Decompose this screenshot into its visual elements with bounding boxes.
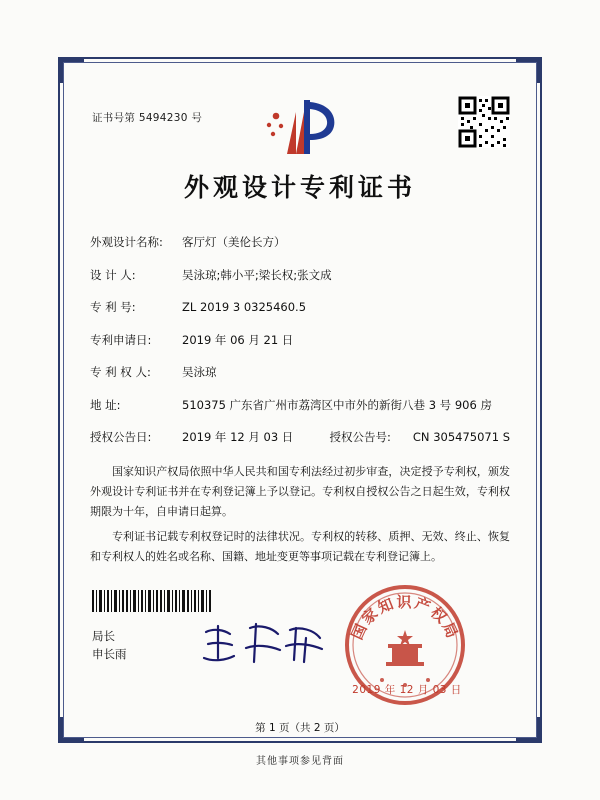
field-label: 授权公告日: — [90, 430, 152, 444]
field-grant-announcement — [90, 429, 510, 445]
legal-text — [90, 462, 510, 568]
field-label: 专利申请日: — [90, 332, 152, 347]
barcode — [92, 590, 212, 612]
field-design-name — [90, 234, 510, 250]
field-label: 专 利 号: — [90, 300, 136, 314]
field-value-secondary: CN 305475071 S — [412, 430, 510, 444]
field-value: 510375 广东省广州市荔湾区中市外的新街八巷 3 号 906 房 — [182, 397, 492, 412]
certificate-number: 证书号第 5494230 号 — [92, 112, 203, 124]
page-number: 第 1 页（共 2 页） — [255, 722, 345, 734]
director-name: 申长雨 — [92, 646, 127, 661]
border-corner-bottom-right — [516, 717, 542, 743]
certificate-header — [90, 90, 510, 160]
field-designers — [90, 267, 510, 283]
field-label: 专 利 权 人: — [90, 365, 151, 379]
legal-paragraph: 国家知识产权局依照中华人民共和国专利法经过初步审查，决定授予专利权，颁发外观设计专利证书并在专利登记簿上予以登记。专利权自授权公告之日起生效，专利权期限为十年，自申请日起算。 — [90, 464, 510, 519]
field-label: 设 计 人: — [90, 267, 136, 282]
footer-note: 其他事项参见背面 — [256, 756, 344, 767]
field-patentee — [90, 364, 510, 380]
handwritten-signature — [198, 618, 328, 670]
legal-paragraph: 专利证书记载专利权登记时的法律状况。专利权的转移、质押、无效、终止、恢复和专利权人的姓名或名称、国籍、地址变更等事项记载在专利登记簿上。 — [90, 529, 510, 563]
cnipa-logo-icon — [260, 96, 350, 158]
certificate-content — [90, 90, 510, 734]
page-title: 外观设计专利证书 — [183, 173, 416, 202]
field-list — [90, 234, 510, 445]
field-value: 2019 年 06 月 21 日 — [182, 332, 294, 347]
signature-block — [92, 628, 127, 664]
field-label: 地 址: — [90, 397, 121, 412]
field-patent-number — [90, 299, 510, 315]
field-value: 2019 年 12 月 03 日 — [182, 430, 294, 444]
seal-date: 2019 年 12 月 03 日 — [352, 684, 462, 696]
field-label-secondary: 授权公告号: — [329, 430, 391, 444]
seal-top-text: 国家知识产权局 — [347, 593, 463, 643]
field-application-date — [90, 332, 510, 348]
field-value: 吴泳琼 — [182, 365, 217, 379]
qr-code — [458, 96, 510, 148]
field-value: ZL 2019 3 0325460.5 — [182, 300, 307, 314]
director-title: 局长 — [92, 629, 115, 643]
field-address — [90, 397, 510, 413]
field-value: 吴泳琼;韩小平;梁长权;张文成 — [182, 267, 332, 282]
field-value: 客厅灯（美伦长方） — [182, 235, 286, 249]
border-corner-top-left — [58, 57, 84, 83]
border-corner-bottom-left — [58, 717, 84, 743]
border-corner-top-right — [516, 57, 542, 83]
field-label: 外观设计名称: — [90, 235, 163, 249]
